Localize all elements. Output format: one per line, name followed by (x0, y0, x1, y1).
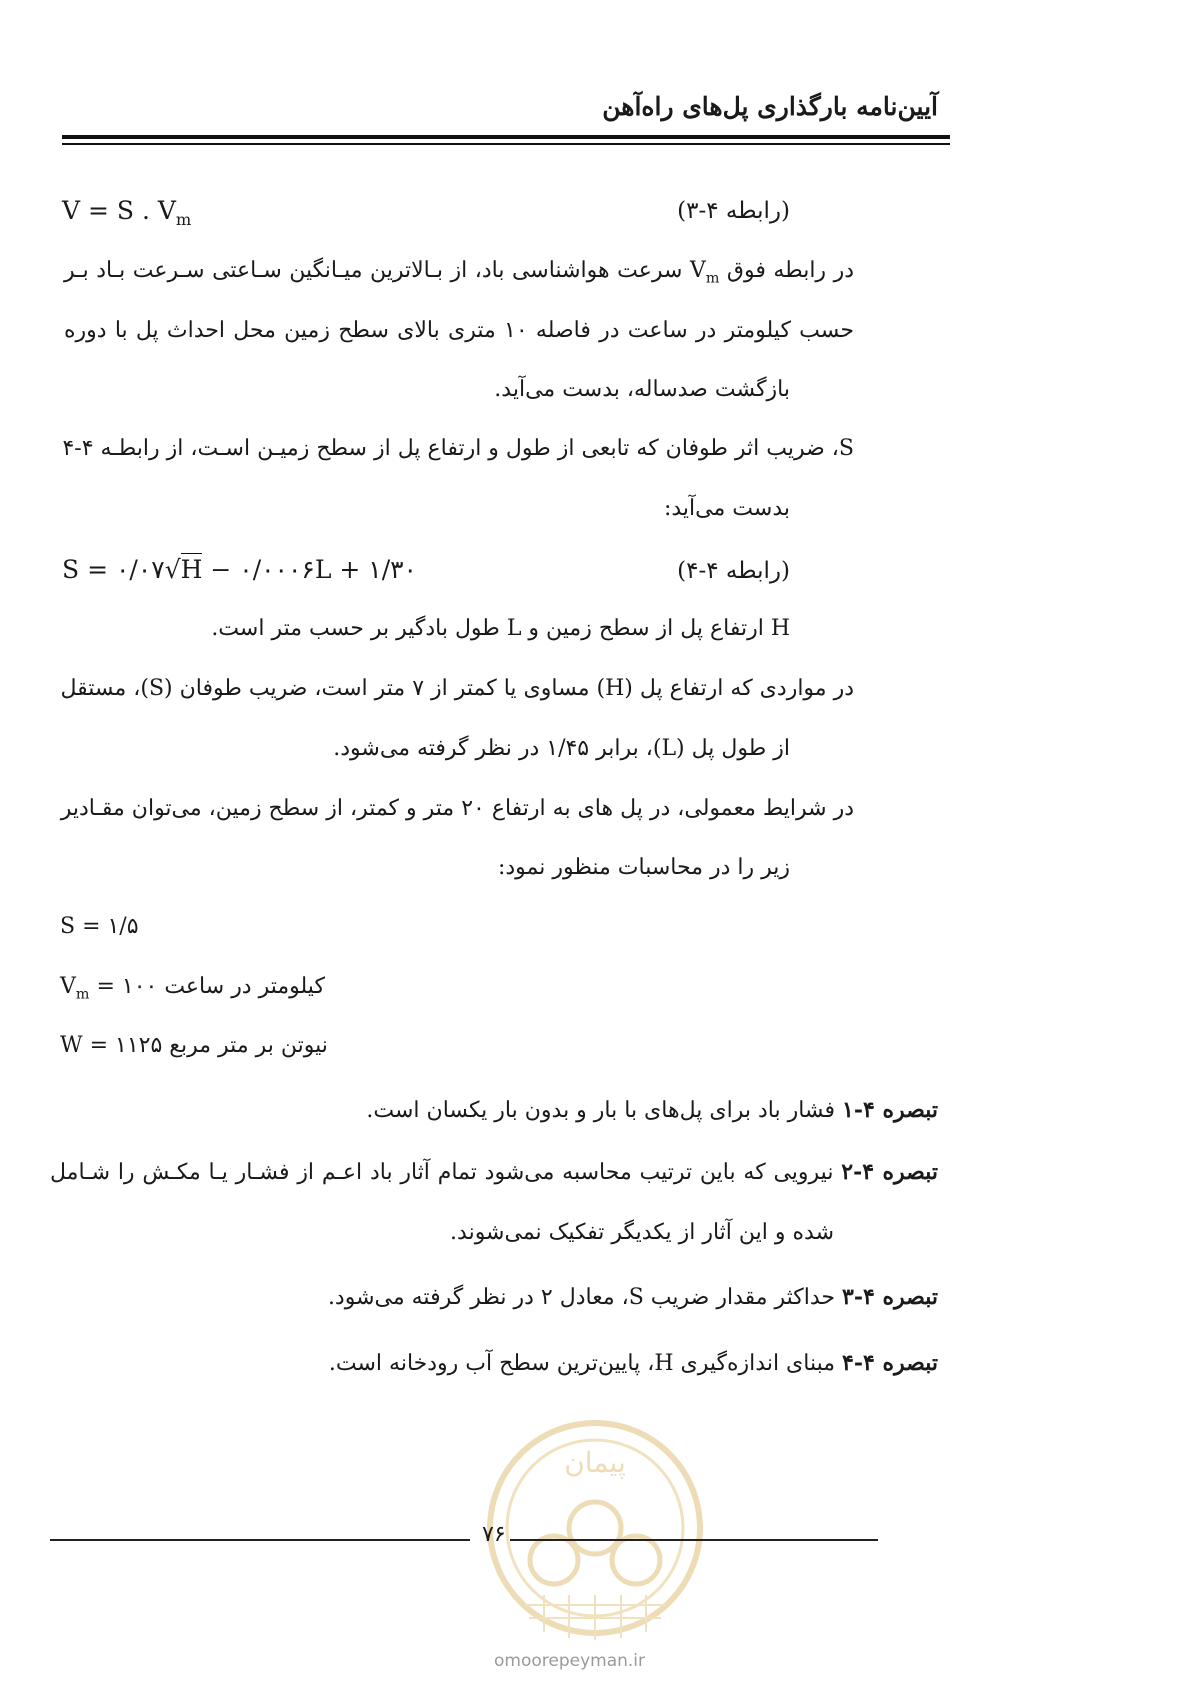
running-header-title: آیین‌نامه بارگذاری پل‌های راه‌آهن (602, 92, 938, 121)
paragraph-5-line-2: زیر را در محاسبات منظور نمود: (497, 855, 790, 880)
value-vm: $V_m$ = ۱۰۰ کیلومتر در ساعت (60, 974, 325, 1003)
note-4-3: تبصره ۴-۳ حداکثر مقدار ضریب S، معادل ۲ در نظر گرفته می‌شود. (327, 1284, 938, 1310)
header-rule-thin (62, 143, 950, 145)
equation-4-3: V = S . $V_m$ (62, 196, 192, 229)
paragraph-3: H ارتفاع پل از سطح زمین و L طول بادگیر بر حسب متر است. (211, 616, 790, 641)
footer-rule-left (50, 1539, 470, 1541)
svg-text:پیمان: پیمان (564, 1446, 626, 1479)
note-4-4: تبصره ۴-۴ مبنای اندازه‌گیری H، پایین‌ترین سطح آب رودخانه است. (328, 1350, 938, 1376)
page-number: ۷۶ (482, 1522, 506, 1547)
equation-4-4: S = ۰/۰۷√H − ۰/۰۰۰۶L + ۱/۳۰ (62, 555, 417, 584)
watermark-site: omoorepeyman.ir (494, 1651, 646, 1671)
paragraph-1-line-1: در رابطه فوق $V_m$ سرعت هواشناسی باد، از بـالاترین میـانگین سـاعتی سـرعت بـاد بـر (64, 258, 854, 287)
value-s: S = ۱/۵ (60, 914, 139, 939)
paragraph-4-line-2: از طول پل (L)، برابر ۱/۴۵ در نظر گرفته می‌شود. (333, 736, 790, 761)
note-4-1: تبصره ۴-۱ فشار باد برای پل‌های با بار و بدون بار یکسان است. (366, 1097, 938, 1123)
equation-4-3-label: (رابطه ۴-۳) (677, 198, 790, 224)
note-4-2-line-2: شده و این آثار از یکدیگر تفکیک نمی‌شوند. (450, 1220, 834, 1245)
equation-4-4-label: (رابطه ۴-۴) (677, 558, 790, 584)
watermark-stamp-logo (484, 1410, 706, 1650)
paragraph-1-line-3: بازگشت صدساله، بدست می‌آید. (494, 377, 790, 402)
value-w: W = ۱۱۲۵ نیوتن بر متر مربع (60, 1033, 328, 1058)
paragraph-1-line-2: حسب کیلومتر در ساعت در فاصله ۱۰ متری بالای سطح زمین محل احداث پل با دوره (64, 318, 854, 343)
header-rule-thick (62, 135, 950, 139)
paragraph-4-line-1: در مواردی که ارتفاع پل (H) مساوی یا کمتر از ۷ متر است، ضریب طوفان (S)، مستقل (60, 676, 854, 701)
footer-rule-right (510, 1539, 878, 1541)
paragraph-2-line-1: S، ضریب اثر طوفان که تابعی از طول و ارتفاع پل از سطح زمیـن اسـت، از رابطـه ۴-۴ (62, 436, 854, 461)
paragraph-2-line-2: بدست می‌آید: (663, 496, 790, 521)
paragraph-5-line-1: در شرایط معمولی، در پل های به ارتفاع ۲۰ متر و کمتر، از سطح زمین، می‌توان مقـادیر (60, 796, 854, 821)
note-4-2-line-1: تبصره ۴-۲ نیرویی که باین ترتیب محاسبه می‌شود تمام آثار باد اعـم از فشـار یـا مکـش را شـامل (50, 1159, 939, 1185)
